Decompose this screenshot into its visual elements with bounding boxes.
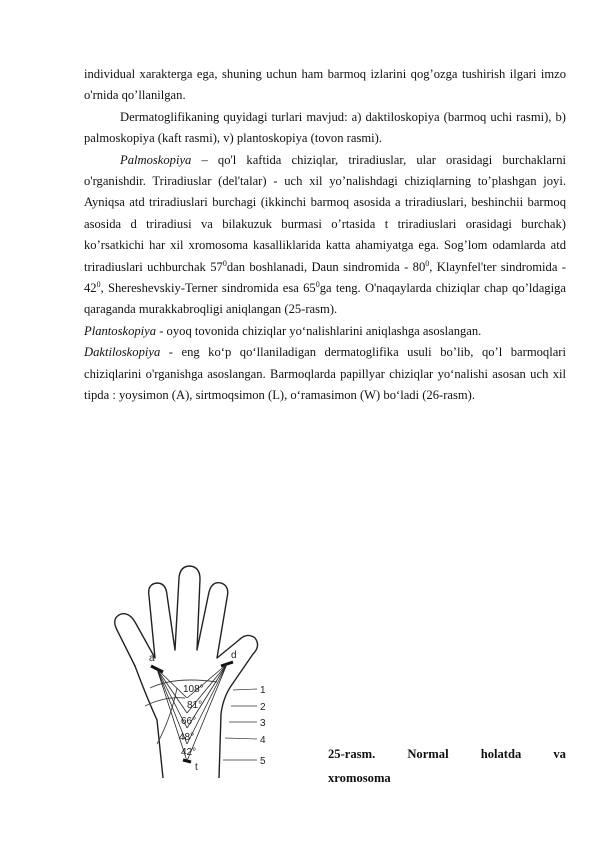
caption-line-1: 25-rasm. Normal holatda va xyxy=(328,747,566,761)
number-label: 3 xyxy=(260,718,266,729)
angle-label: 66° xyxy=(181,716,197,727)
figure-caption xyxy=(328,742,566,790)
angle-label: 48° xyxy=(179,732,195,743)
number-label: 4 xyxy=(260,735,266,746)
angle-label: 81° xyxy=(187,700,203,711)
angle-label: 108° xyxy=(183,684,204,695)
term-palmoskopiya: Palmoskopiya xyxy=(120,152,192,167)
caption-line-2: xromosoma xyxy=(328,771,391,785)
point-t-label: t xyxy=(195,762,198,773)
number-label: 1 xyxy=(260,685,266,696)
paragraph-1: individual xarakterga ega, shuning uchun ham barmoq izlarini qog’ozga tushirish ilgari imzo o'rnida qo’llanilgan. xyxy=(84,67,566,103)
point-a-label: a xyxy=(149,653,155,664)
term-plantoskopiya: Plantoskopiya xyxy=(84,323,157,338)
number-label: 5 xyxy=(260,756,266,767)
angle-label: 42° xyxy=(181,747,197,758)
number-label: 2 xyxy=(260,702,266,713)
paragraph-5: Daktiloskopiya - eng ko‘p qo‘llaniladigan dermatoglifika usuli bo’lib, qo’l barmoqlari chiziqlarini o'rganishga asoslangan. Barmoqlarda papillyar chiziqlar yo‘nalishi asosan uch xil tipda : yoysimon (A), sirtmoqsimon (L), o‘ramasimon (W) bo‘ladi (26-rasm). xyxy=(84,345,566,403)
body-text xyxy=(84,64,566,407)
term-daktiloskopiya: Daktiloskopiya xyxy=(84,345,161,360)
paragraph-4: Plantoskopiya - oyoq tovonida chiziqlar yo‘nalishlarini aniqlashga asoslangan. xyxy=(84,323,482,338)
point-d-label: d xyxy=(231,650,237,661)
palm-figure xyxy=(105,548,280,778)
paragraph-3: Palmoskopiya – qo'l kaftida chiziqlar, triradiuslar, ular orasidagi burchaklarni o'rganishdir. Triradiuslar (del'talar) - uch xil yo’nalishdagi chiziqlarning to’plashgan joyi. Ayniqsa atd triradiuslari burchagi (ikkinchi barmoq asosida a triradiuslari, beshinchii barmoq asosida d triradiusi va bilakuzuk burmasi o’rtasida t triradiuslari orasidagi burchak) ko’rsatkichi har xil xromosoma kasalliklarida katta ahamiyatga ega. Sog’lom odamlarda atd triradiuslari uchburchak $57^0dan$ boshlanadi, Daun sindromida - $80^0$, Klaynfel'ter sindromida - $42^0$, Shereshevskiy-Terner sindromida esa $65^0ga$ teng. O'naqaylarda chiziqlar chap qo’ldagiga qaraganda murakkabroqligi aniqlangan (25-rasm). xyxy=(84,152,566,317)
paragraph-2: Dermatoglifikaning quyidagi turlari mavjud: a) daktiloskopiya (barmoq uchi rasmi), b) palmoskopiya (kaft rasmi), v) plantoskopiya (tovon rasmi). xyxy=(84,109,566,146)
